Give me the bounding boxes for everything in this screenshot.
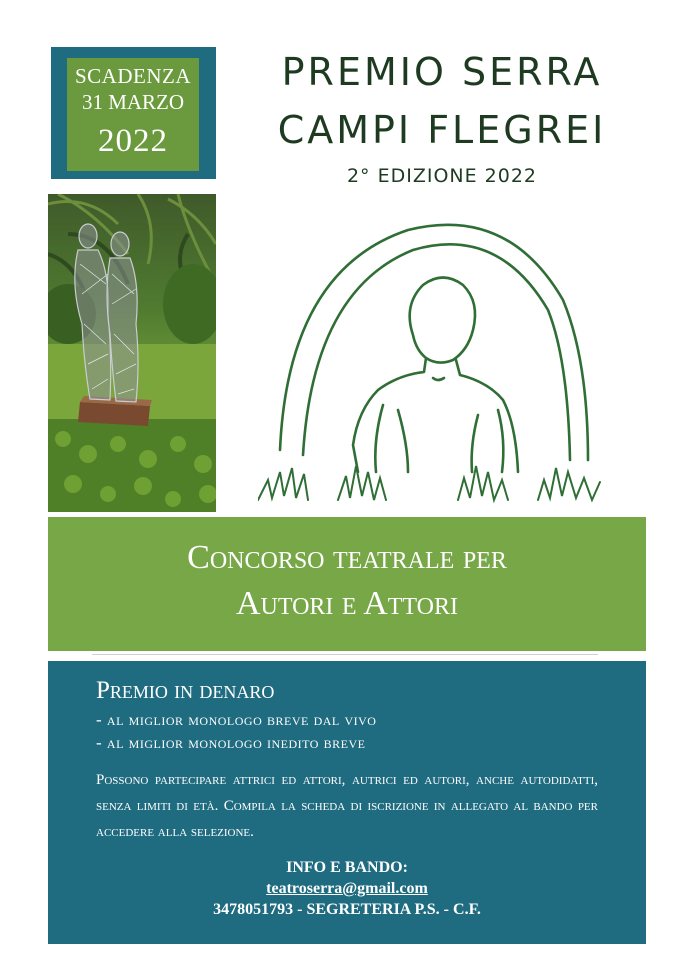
deadline-date: 31 MARZO — [81, 90, 185, 114]
sculpture-photo — [48, 194, 216, 512]
contact-email-link[interactable]: teatroserra@gmail.com — [266, 880, 428, 897]
figure-logo — [258, 210, 608, 505]
prize-item: - al miglior monologo inedito breve — [96, 733, 366, 752]
divider — [92, 654, 598, 655]
info-label: INFO E BANDO: — [286, 859, 408, 876]
banner-line-2: Autori e Attori — [235, 585, 458, 622]
participation-description: Possono partecipare attrici ed attori, autrici ed autori, anche autodidatti, senza limiti di età. Compila la scheda di iscrizione in allegato al bando per accedere alla selezione. — [96, 772, 598, 840]
prize-item: - al miglior monologo breve dal vivo — [96, 710, 377, 729]
contact-phone: 3478051793 - SEGRETERIA P.S. - C.F. — [213, 901, 481, 918]
contest-banner — [48, 517, 646, 651]
banner-line-1: Concorso teatrale per — [187, 539, 507, 576]
deadline-inner — [67, 58, 199, 171]
title-line-2: CAMPI FLEGREI — [277, 108, 607, 152]
edition-label: 2° EDIZIONE 2022 — [346, 165, 538, 187]
deadline-box — [51, 47, 216, 179]
prize-title: Premio in denaro — [96, 677, 275, 704]
info-box — [48, 661, 646, 944]
deadline-year: 2022 — [98, 123, 168, 159]
deadline-label: SCADENZA — [74, 64, 191, 88]
title-line-1: PREMIO SERRA — [281, 50, 603, 94]
